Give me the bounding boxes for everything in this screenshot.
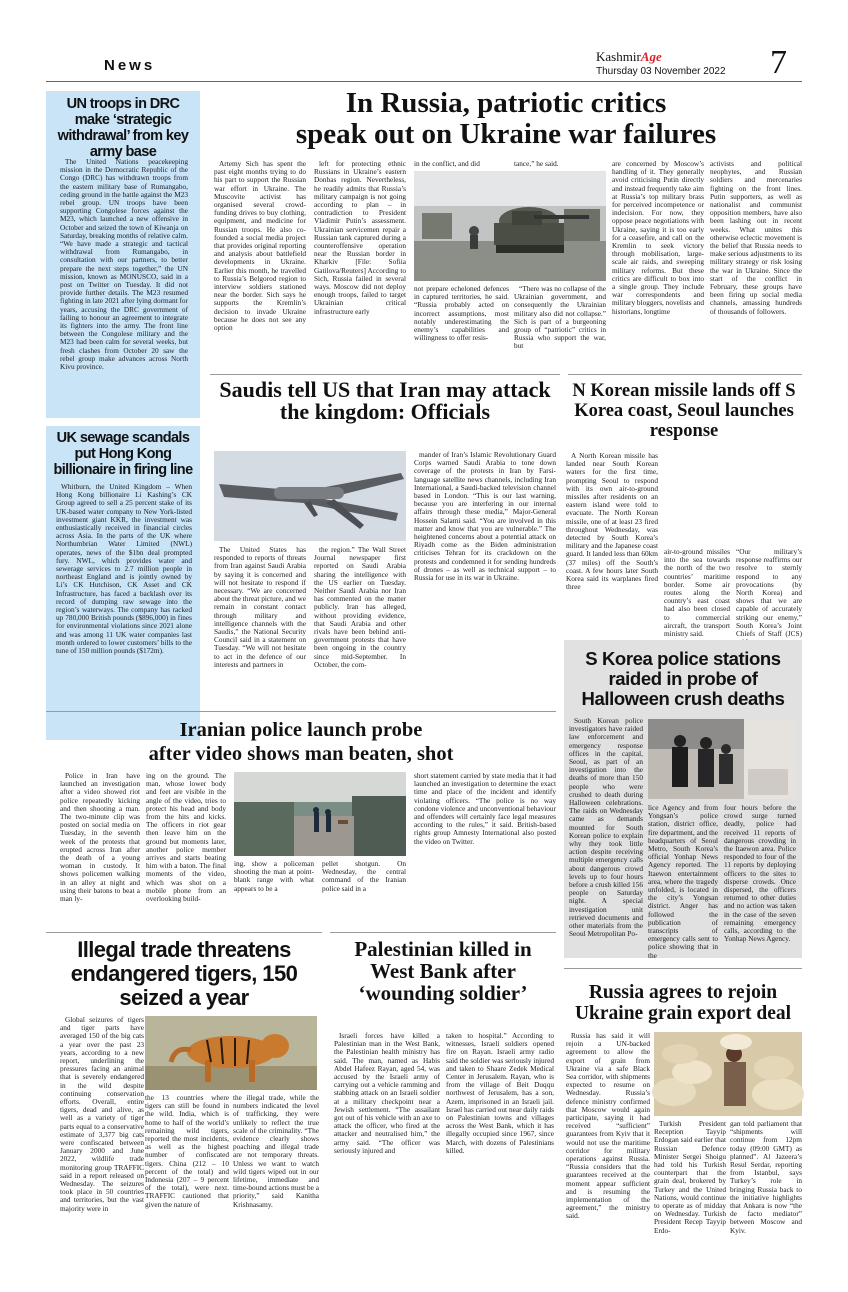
- iran-col-1: Police in Iran have launched an investigation after a video showed riot police repeatedly kicking and then shooting a man. The two-minute clip was posted on social media on Tuesday, in the seventh week of the protests that erupted across Iran after the death of a young woman in custody. It shows policemen walking in an alley at night and using their batons to beat a man ly-: [60, 771, 140, 904]
- iran-headline: [46, 718, 556, 766]
- skpolice-photo: [648, 719, 796, 799]
- russia-col-3b: not prepare echeloned defences in captured territories, he said. “Russia probably acted on incorrect assumptions, most notably underestimating the enemy’s capabilities and willingness to offer resis-: [414, 284, 509, 343]
- masthead-brand: [596, 49, 662, 65]
- drc-body: The United Nations peacekeeping mission in the Democratic Republic of the Congo (DRC) has withdrawn troops from the eastern military base of Rumangabo, ceding ground in the battle against the M23 rebel group. UN troops have been supporting Congolese forces against the M23, which launched a new offensive in October and seized the town of Kiwanja on Saturday, breaking months of relative calm. “We have made a strategic and tactical withdrawal from Rumangabo, in consultation with our partners, to better prepare the next steps together,” the UN mission, known as MONUSCO, said in a post on Twitter on Tuesday. It did not provide further details. The M23 resumed fighting in late 2021 after lying dormant for years, accusing the DRC government of failing to honour an agreement to integrate its fighters into the army. The front line between the Congolese military and the M23 had been calm for several weeks, but fresh clashes from October 20 saw the rebel group make advances across North Kivu province.: [60, 157, 188, 372]
- brand-kashmir: Kashmir: [596, 49, 641, 64]
- palestine-headline: Palestinian killed in West Bank after ‘wounding soldier’: [354, 937, 532, 1005]
- russia-col-6: activists and political neophytes, and Russian soldiers and mercenaries fighting on the front lines. Putin supporters, as well as nationalist and communist opposition members, have also been lashing out in recent weeks. What unites this otherwise eclectic movement is the belief that Russia needs to make serious adjustments to its military strategy or risk losing the war in Ukraine. Since the start of the conflict in February, these groups have been firing up social media channels, amassing hundreds of thousands of followers.: [710, 159, 802, 316]
- iran-headline-line2: after video shows man beaten, shot: [148, 743, 454, 765]
- palestine-col-1: Israeli forces have killed a Palestinian man in the West Bank, the Palestinian health ministry has said. The man, named as Habis Abdel Hafeez Rayan, aged 54, was accused by the Israeli army of carrying out a vehicle ramming and stabbing attack on an Israeli soldier at a military checkpoint near a Jewish settlement. “The assailant got out of his vehicle with an axe to attack the officer, who fired at the attacker and neutralised him,” the army said. “The officer was seriously injured and: [334, 1031, 440, 1155]
- tigers-photo: [145, 1016, 317, 1090]
- palestine-top-rule: [330, 932, 556, 933]
- drc-headline: UN troops in DRC make ‘strategic withdrawal’ from key army base: [57, 96, 189, 160]
- tigers-headline: Illegal trade threatens endangered tigers, 150 seized a year: [70, 937, 298, 1010]
- saudi-drone-photo: [214, 451, 406, 541]
- russia-col-3a: in the conflict, and did: [414, 159, 480, 168]
- hk-body: Whitburn, the United Kingdom – When Hong Kong billionaire Li Kashing’s CK Group agreed to sell a 25 percent stake of its UK-based water company to New York-listed investment giant KKR, the investment was enthusiastically received in financial circles across Asia. In the parts of the UK where Northumbrian Water Limited (NWL) operates, news of the $1bn deal prompted fury. NWL, which provides water and sewerage services to 2.7 million people in northeast England and is jointly owned by Li’s CK Hutchison, CK Asset and CK Infrastructure, has faced a backlash over its record of dumping raw sewage into the region’s waterways. The company has racked up 780,000 British pounds ($896,000) in fines for environmental violations since 2021 alone and was among 11 UK water companies last month ordered to lower customers’ bills to the tune of 150 million pounds ($172m).: [56, 482, 192, 656]
- saudi-col-1: The United States has responded to reports of threats from Iran against Saudi Arabia by saying it is concerned and will not hesitate to respond if necessary. “We are concerned about the threat picture, and we remain in constant contact through military and intelligence channels with the Saudis,” the National Security Council said in a statement on Tuesday. “We will not hesitate to act in the defence of our interests and partners in: [214, 545, 306, 669]
- iran-photo-image: [234, 772, 406, 856]
- tigers-top-rule: [46, 932, 322, 933]
- russia-headline: [210, 88, 802, 150]
- iran-headline-line1: Iranian police launch probe: [179, 719, 423, 741]
- russia-col-4b: “There was no collapse of the Ukrainian government, and consequently the Ukrainian military also did not collapse.” Sich is part of a burgeoning group of “patriotic” critics in Russia who support the war, but: [514, 284, 606, 351]
- page-number: 7: [770, 44, 787, 81]
- skpolice-col-3: four hours before the crowd surge turned deadly, police had received 11 reports of dangerous crowding in the Itaewon area. Police responded to four of the 11 reports by deploying officers to the sites to disperse crowds. Once dispersed, the officers returned to other duties and no action was taken in the case of the seven remaining emergency calls, according to the Yonhap News Agency.: [724, 803, 796, 944]
- grain-top-rule: [564, 968, 802, 969]
- hk-story-box: [46, 426, 200, 740]
- grain-photo: [654, 1032, 802, 1116]
- nkorea-top-rule: [568, 374, 802, 375]
- russia-col-2: left for protecting ethnic Russians in Ukraine’s eastern Donbas region. Nevertheless, he readily admits that Russia’s military campaign is not going according to plan – in contradiction to President Vladimir Putin’s assessment. Ukrainian servicemen repair a Russian tank captured during a counteroffensive operation near the Russian border in Kharkiv [File: Sofiia Gatilova/Reuters] According to Sich, Russia failed in several ways. Moscow did not deploy enough troops, failed to target Ukrainian critical infrastructure early: [314, 159, 406, 316]
- nkorea-col-2: air-to-ground missiles into the sea towards the north of the two countries’ maritime border. Some air routes along the country’s east coast had also been closed to commercial aircraft, the transport ministry said.: [664, 547, 730, 639]
- iran-top-rule: [46, 711, 556, 712]
- iran-col-5: short statement carried by state media that it had launched an investigation to determine the exact time and place of the incident and identify violating officers. “The police is no way condone violence and unconventional behaviour and offenders will certainly face legal measures according to the rules,” it said. British-based rights group Amnesty International also posted the video on Twitter.: [414, 771, 556, 846]
- police-photo-image: [648, 719, 796, 799]
- tigers-col-1: Global seizures of tigers and tiger parts have averaged 150 of the big cats a year over the past 23 years, according to a new report, underlining the pressures facing an animal that is severely endangered in the wild despite continuing conservation efforts. Overall, entire tigers, dead and alive, as well as a variety of tiger parts equal to a conservative estimate of 3,377 big cats were confiscated between January 2000 and June 2022, wildlife trade monitoring group TRAFFIC said in a report released on Wednesday. The seizures took place in 50 countries and territories, but the vast majority were in: [60, 1015, 144, 1213]
- grain-photo-image: [654, 1032, 802, 1116]
- russia-col-5: are concerned by Moscow’s handling of it. They generally avoid criticising Putin directly and instead frequently take aim at Russia’s top military brass for perceived incompetence or indecision. For now, they oppose peace negotiations with Ukraine, saying it is too early for a ceasefire, and call on the Kremlin to seek victory through mobilisation, large-scale air raids, and sweeping military reforms. But these critics are difficult to box into a single group. They include war correspondents and military bloggers, novelists and historians, longtime: [612, 159, 705, 316]
- drone-photo-image: [214, 451, 406, 541]
- saudi-col-3: mander of Iran’s Islamic Revolutionary Guard Corps warned Saudi Arabia to tone down coverage of the protests in Iran by Farsi-language satellite news channels, including Iran International, a Saudi-backed television channel based in London. “This is our last warning, because you are interfering in our internal affairs through these media,” Major-General Hossein Salami said. “You are involved in this matter and know that you are vulnerable.” The heightened concerns about a potential attack on Riyadh come as the Biden administration criticises Tehran for its crackdown on the protests and condemned it for sending hundreds of drones – as well as technical support – to Russia for use in its war in Ukraine.: [414, 450, 556, 583]
- russia-col-1: Artemy Sich has spent the past eight months trying to do his part to support the Russian war effort in Ukraine. The Muscovite activist has organised several crowd-funding drives to buy clothing, equipment, and medicine for Russian troops. He also co-founded a social media project that provides original reporting and analysis about battlefield developments in Ukraine. Earlier this month, he travelled to Russia’s Belgorod region to interview soldiers stationed near the border. Sich says he supports the Kremlin’s decision to invade Ukraine because he does not see any option: [214, 159, 306, 333]
- issue-date: Thursday 03 November 2022: [596, 66, 726, 77]
- skpolice-col-2: lice Agency and from Yongsan’s police station, district office, fire department, and the headquarters of Seoul Metro, South Korea’s official Yonhap News Agency reported. The Itaewon entertainment area, where the tragedy unfolded, is located in the city’s Yongsan district. Anger has followed the publication of transcripts of emergency calls sent to police showing that in the: [648, 803, 718, 960]
- russia-headline-line2: speak out on Ukraine war failures: [295, 118, 717, 150]
- brand-age: Age: [640, 49, 662, 64]
- nkorea-col-1: A North Korean missile has landed near South Korean waters for the first time, prompting Seoul to respond with its own air-to-ground missiles after residents on an eastern island were told to evacuate. The North Korean missile, one of at least 23 fired throughout Wednesday, was detected by South Korea’s military and the Japanese coast guard. It landed less than 60km (37 miles) off the South’s coast. A few hours later South Korea said its warplanes fired three: [566, 451, 658, 592]
- saudi-top-rule: [210, 374, 560, 375]
- masthead-rule: [46, 81, 802, 82]
- tiger-photo-image: [145, 1016, 317, 1090]
- grain-col-2: Turkish President Reception Tayyip Erdogan said earlier that Russian Defence Minister Sergei Shoigu had told his Turkish counterpart that the grain deal, brokered by Turkey and the United Nations, would continue to operate as of midday on Wednesday. Turkish President Recep Tayyip Erdo-: [654, 1119, 726, 1235]
- skpolice-headline: S Korea police stations raided in probe of Halloween crush deaths: [581, 648, 785, 709]
- russia-tank-photo: [414, 171, 606, 281]
- nkorea-headline: N Korean missile lands off S Korea coast, Seoul launches response: [572, 381, 796, 441]
- tigers-col-2: the 13 countries where tigers can still be found in the wild. India, which is home to half of the world’s remaining wild tigers, reported the most incidents, as well as the highest number of confiscated tigers. China (212 – 10 percent of the total) and Indonesia (207 – 9 percent of the total), were next. TRAFFIC cautioned that given the nature of: [145, 1093, 229, 1209]
- grain-col-1: Russia has said it will rejoin a UN-backed agreement to allow the export of grain from Ukraine via a safe Black Sea corridor, with shipments expected to resume on Wednesday. Russia’s defence ministry confirmed that Moscow would again participate, saying it had received “sufficient” guarantees from Kyiv that it would not use the maritime corridor for military operations against Russia. “Russia considers that the guarantees received at the moment appear sufficient and is resuming the implementation of the agreement,” the ministry said.: [566, 1031, 650, 1221]
- nkorea-col-3: “Our military’s response reaffirms our resolve to sternly respond to any provocations (by North Korea) and shows that we are capable of accurately striking our enemy,” South Korea’s Joint Chiefs of Staff (JCS): [736, 547, 802, 639]
- russia-headline-line1: In Russia, patriotic critics: [345, 87, 667, 119]
- tank-photo-image: [414, 171, 606, 281]
- iran-col-3: ing, show a policeman shooting the man at point-blank range with what appears to be a: [234, 859, 314, 893]
- iran-video-photo: [234, 772, 406, 856]
- saudi-col-2: the region.” The Wall Street Journal newspaper first reported on Saudi Arabia sharing the intelligence with the US earlier on Tuesday. Neither Saudi Arabia nor Iran has commented on the matter publicly. Iran has alleged, without providing evidence, that Saudi Arabia and other rivals have been behind anti-government protests that have been ongoing in the country since mid-September. In October, the com-: [314, 545, 406, 669]
- grain-headline: Russia agrees to rejoin Ukraine grain export deal: [574, 982, 792, 1024]
- russia-col-4a: tance,” he said.: [514, 159, 559, 168]
- iran-col-2: ing on the ground. The man, whose lower body and feet are visible in the angle of the video, tries to protect his head and body from the hits and kicks. The officers in riot gear then leave him on the ground but moments later, another police member arrives and starts beating him with a baton. The final moments of the video, which was shot on a mobile phone from an overlooking build-: [146, 771, 226, 904]
- saudi-headline: Saudis tell US that Iran may attack the kingdom: Officials: [219, 377, 551, 424]
- iran-col-4: pellet shotgun. On Wednesday, the central command of the Iranian police said in a: [322, 859, 406, 893]
- grain-col-3: gan told parliament that “shipments will continue from 12pm today (09:00 GMT) as planned”. Al Jazeera’s Resul Serdar, reporting from Istanbul, says Turkey’s role in bringing Russia back to the initiative highlights that Ankara is now “the de facto mediator” between Moscow and Kyiv.: [730, 1119, 802, 1235]
- palestine-col-2: taken to hospital.” According to witnesses, Israeli soldiers opened fire on Rayan. Israeli army radio said the soldier was seriously injured and taken to Shaare Zedek Medical Center in Jerusalem. Rayan, who is from the village of Beit Duqqu northwest of Jerusalem, has a son, Azem, imprisoned in an Israeli jail. Israel has carried out near daily raids on Palestinian towns and villages across the West Bank, which it has illegally occupied since 1967, since March, with dozens of Palestinians killed.: [446, 1031, 555, 1155]
- tigers-col-3: the illegal trade, while the numbers indicated the level of trafficking, they were unlikely to reflect the true scale of the criminality. “The evidence clearly shows poaching and illegal trade are not temporary threats. Unless we want to watch wild tigers wiped out in our lifetime, immediate and time-bound actions must be a priority,” said Kanitha Krishnasamy.: [233, 1093, 319, 1209]
- skpolice-col-1: South Korean police investigators have raided law enforcement and emergency response offices in the capital, Seoul, as part of an investigation into the deaths of more than 150 people who were crushed to death during Halloween celebrations. The raids on Wednesday came as demands mounted for South Korean police to explain why they took little action despite receiving multiple emergency calls about dangerous crowd levels up to four hours before a crush killed 156 people on Saturday night. A special investigation unit retrieved documents and other materials from the Seoul Metropolitan Po-: [569, 716, 643, 939]
- drc-story-box: [46, 91, 200, 418]
- section-label: News: [104, 57, 156, 74]
- hk-headline: UK sewage scandals put Hong Kong billionaire in firing line: [53, 430, 193, 478]
- skpolice-story-box: [564, 640, 802, 958]
